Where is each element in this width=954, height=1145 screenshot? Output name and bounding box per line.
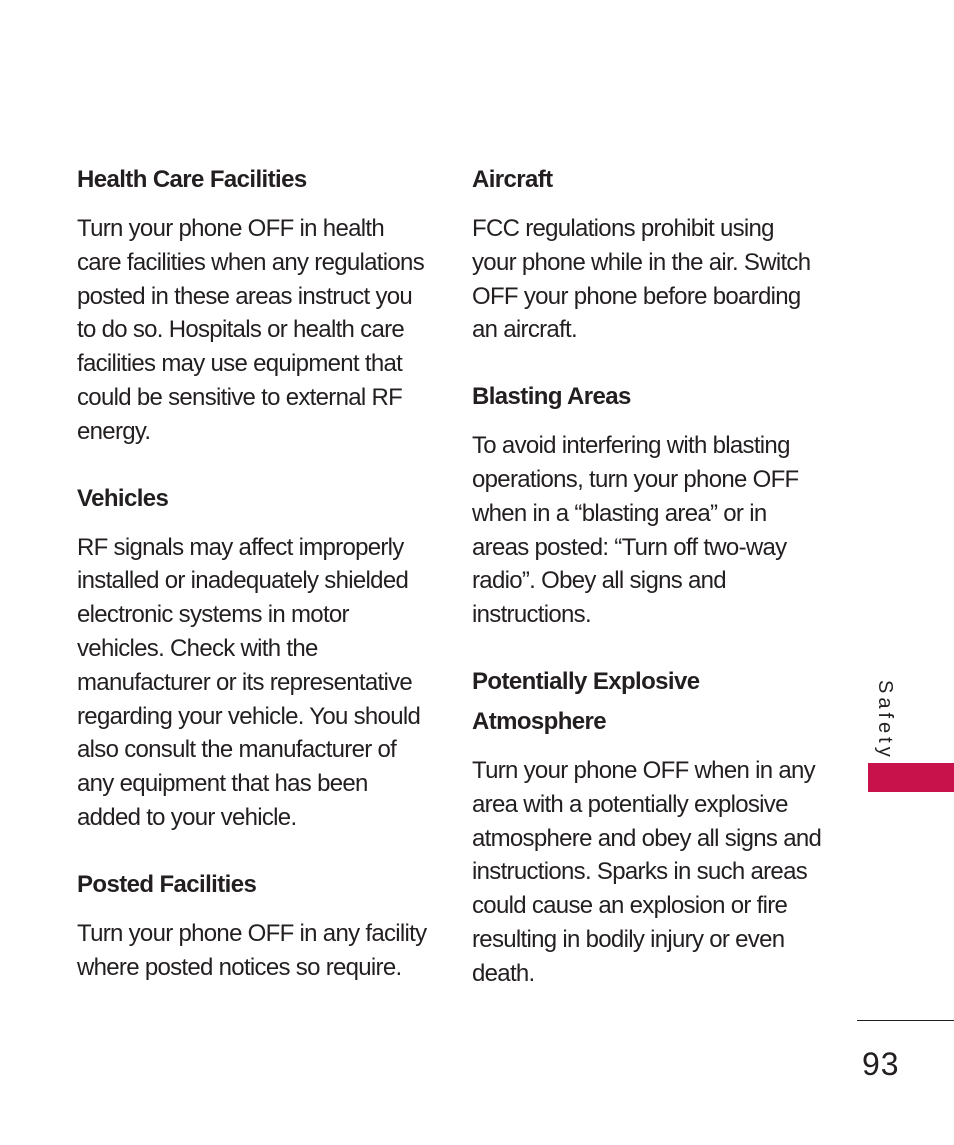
page-number-rule [857, 1020, 954, 1021]
page-number: 93 [862, 1046, 900, 1082]
section-heading: Vehicles [77, 484, 169, 512]
section-posted-facilities [77, 865, 427, 985]
section-aircraft [472, 160, 822, 347]
section-health-care-facilities [77, 160, 427, 449]
section-heading: Health Care Facilities [77, 166, 307, 193]
section-heading: Posted Facilities [77, 870, 257, 898]
section-body: RF signals may affect improperly installed or inadequately shielded electronic systems in motor vehicles. Check with the manufacturer or its representative regarding your vehicle. You should also consult the manufacturer of any equipment that has been added to your vehicle. [77, 533, 421, 831]
section-body: Turn your phone OFF when in any area with a potentially explosive atmosphere and obey all signs and instructions. Sparks in such areas could cause an explosion or fire resulting in bodily injury or even death. [472, 756, 822, 987]
section-body: Turn your phone OFF in any facility where posted notices so require. [77, 919, 427, 981]
side-tab-marker [868, 763, 954, 792]
section-potentially-explosive-atmosphere [472, 662, 822, 991]
section-body: To avoid interfering with blasting operations, turn your phone OFF when in a “blasting area” or in areas posted: “Turn off two-way radio”. Obey all signs and instructions. [472, 432, 799, 629]
section-heading: Blasting Areas [472, 383, 631, 411]
left-column [77, 160, 427, 1014]
section-body: FCC regulations prohibit using your phone while in the air. Switch OFF your phone before boarding an aircraft. [472, 215, 811, 344]
right-column [472, 160, 822, 1021]
section-vehicles [77, 479, 427, 835]
section-blasting-areas [472, 377, 822, 632]
section-heading: Aircraft [472, 166, 553, 193]
side-tab-label: Safety [874, 680, 896, 761]
section-heading: Potentially Explosive Atmosphere [472, 667, 700, 735]
section-body: Turn your phone OFF in health care facilities when any regulations posted in these areas instruct you to do so. Hospitals or health care facilities may use equipment that could be sensitive to external RF energy. [77, 215, 424, 445]
